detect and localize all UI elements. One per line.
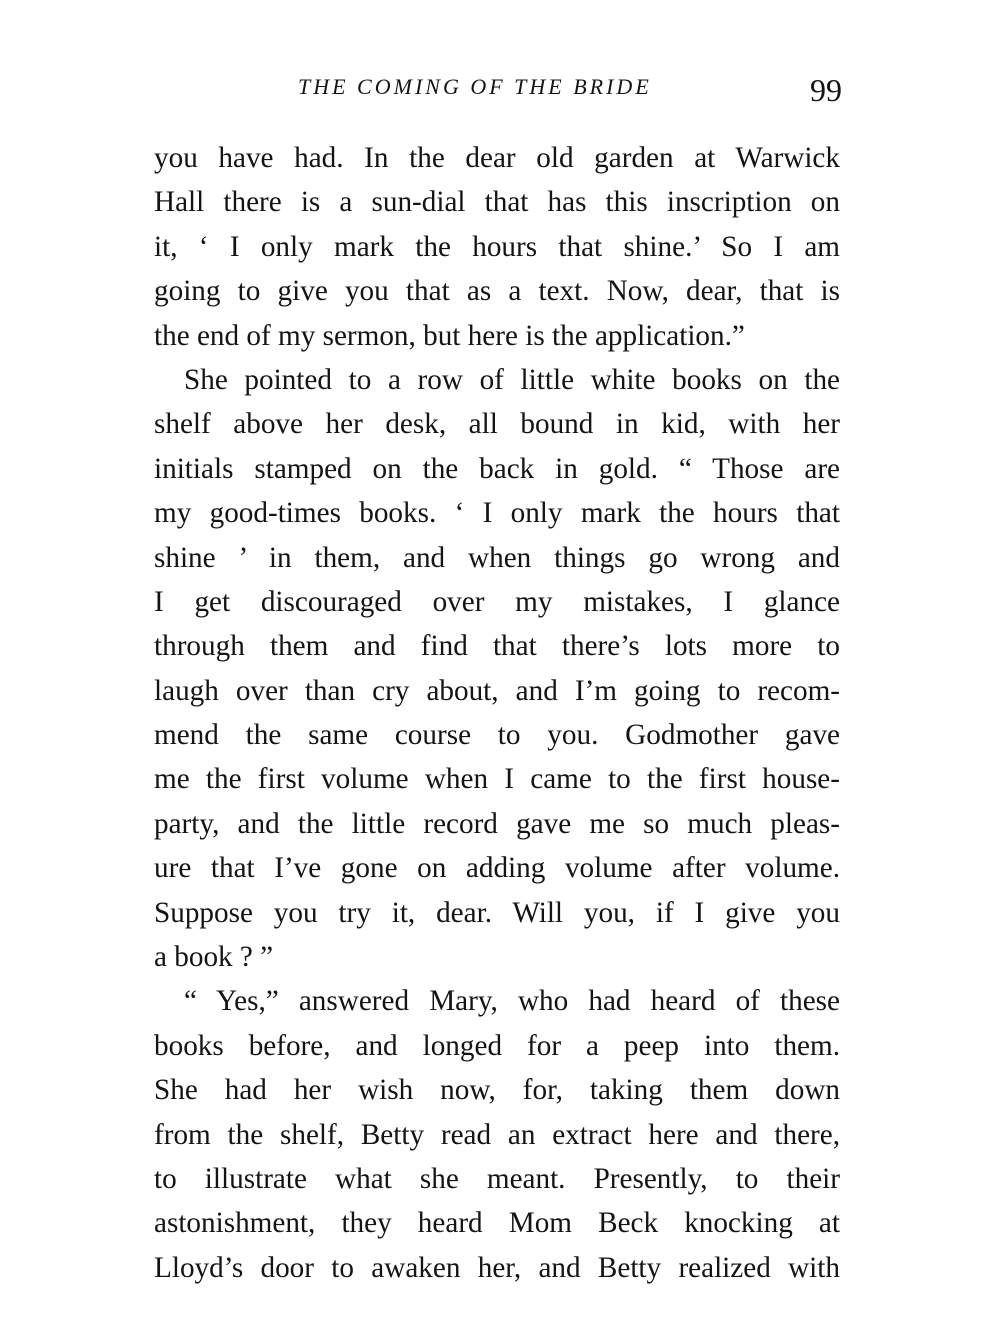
text-line: to illustrate what she meant. Presently, to their: [154, 1162, 840, 1195]
text-line: party, and the little record gave me so much pleas-: [154, 807, 840, 840]
text-line: you have had. In the dear old garden at Warwick: [154, 142, 840, 174]
text-line: books before, and longed for a peep into them.: [154, 1029, 840, 1062]
text-line: going to give you that as a text. Now, dear, that is: [154, 275, 840, 308]
text-line: Lloyd’s door to awaken her, and Betty realized with: [154, 1251, 840, 1284]
text-line: ure that I’ve gone on adding volume after volume.: [154, 852, 840, 885]
text-line: mend the same course to you. Godmother gave: [154, 719, 840, 752]
text-line: shelf above her desk, all bound in kid, with her: [154, 408, 840, 441]
text-line: She pointed to a row of little white books on the: [184, 363, 840, 396]
text-line: laugh over than cry about, and I’m going to recom-: [154, 674, 840, 707]
text-line: the end of my sermon, but here is the application.”: [154, 319, 745, 352]
page-number: 99: [810, 72, 842, 108]
text-line: She had her wish now, for, taking them down: [154, 1074, 840, 1107]
text-line: me the first volume when I came to the first house-: [154, 763, 840, 796]
text-line: I get discouraged over my mistakes, I glance: [154, 585, 840, 618]
text-line: Hall there is a sun-dial that has this inscription on: [154, 186, 840, 219]
running-title: THE COMING OF THE BRIDE: [298, 74, 652, 99]
text-line: shine ’ in them, and when things go wrong and: [154, 541, 840, 574]
text-line: from the shelf, Betty read an extract here and there,: [154, 1118, 840, 1151]
text-line: a book ? ”: [154, 941, 274, 974]
text-line: astonishment, they heard Mom Beck knocking at: [154, 1207, 840, 1240]
body-text: [154, 136, 840, 1290]
text-line: it, ‘ I only mark the hours that shine.’ So I am: [154, 230, 840, 263]
text-line: Suppose you try it, dear. Will you, if I give you: [154, 896, 840, 929]
text-line: through them and find that there’s lots more to: [154, 630, 840, 663]
text-line: initials stamped on the back in gold. “ Those are: [154, 452, 840, 485]
text-line: my good-times books. ‘ I only mark the hours that: [154, 497, 840, 530]
text-line: “ Yes,” answered Mary, who had heard of these: [184, 985, 840, 1018]
